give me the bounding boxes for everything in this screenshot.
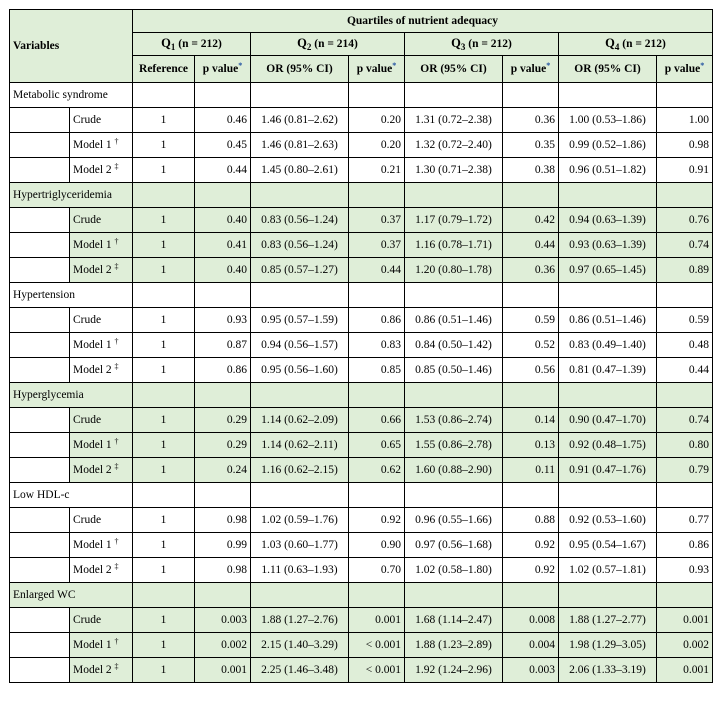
p-value-cell: 0.001	[657, 658, 713, 683]
or-ci-cell: 0.95 (0.57–1.59)	[251, 308, 349, 333]
p-value-cell: 0.92	[503, 558, 559, 583]
or-ci-cell: 1.14 (0.62–2.09)	[251, 408, 349, 433]
outcome-row	[10, 83, 713, 108]
p-value-cell: 0.98	[195, 558, 251, 583]
or-ci-cell: 1.02 (0.58–1.80)	[405, 558, 503, 583]
empty-cell	[133, 483, 195, 508]
or-ci-cell: 0.93 (0.63–1.39)	[559, 233, 657, 258]
empty-cell	[133, 583, 195, 608]
model-label: Crude	[70, 108, 133, 133]
p-value-cell: 0.83	[349, 333, 405, 358]
or-ci-cell: 1.17 (0.79–1.72)	[405, 208, 503, 233]
empty-cell	[657, 183, 713, 208]
or-ci-header: OR (95% CI)	[251, 56, 349, 83]
variables-header: Variables	[10, 10, 133, 83]
or-ci-cell: 0.84 (0.50–1.42)	[405, 333, 503, 358]
quartiles-header: Quartiles of nutrient adequacy	[133, 10, 713, 33]
or-ci-cell: 0.83 (0.56–1.24)	[251, 233, 349, 258]
or-ci-cell: 0.99 (0.52–1.86)	[559, 133, 657, 158]
p-value-cell: 0.42	[503, 208, 559, 233]
or-ci-cell: 1.60 (0.88–2.90)	[405, 458, 503, 483]
reference-cell: 1	[133, 558, 195, 583]
outcome-label: Low HDL-c	[10, 483, 133, 508]
p-value-cell: 0.008	[503, 608, 559, 633]
p-value-cell: 0.99	[195, 533, 251, 558]
p-value-cell: 0.92	[349, 508, 405, 533]
indent-cell	[10, 458, 70, 483]
empty-cell	[657, 283, 713, 308]
outcome-row	[10, 283, 713, 308]
q4-header: $Q_4$ (n = 212)	[559, 33, 713, 56]
p-value-cell: 0.62	[349, 458, 405, 483]
results-table	[9, 9, 713, 683]
p-value-cell: 0.44	[349, 258, 405, 283]
p-value-cell: 0.36	[503, 108, 559, 133]
or-ci-cell: 1.45 (0.80–2.61)	[251, 158, 349, 183]
or-ci-cell: 1.55 (0.86–2.78)	[405, 433, 503, 458]
or-ci-header: OR (95% CI)	[559, 56, 657, 83]
empty-cell	[251, 283, 349, 308]
p-value-cell: 0.87	[195, 333, 251, 358]
empty-cell	[251, 83, 349, 108]
p-value-cell: 0.002	[195, 633, 251, 658]
or-ci-cell: 0.81 (0.47–1.39)	[559, 358, 657, 383]
p-value-cell: 0.74	[657, 233, 713, 258]
outcome-row	[10, 583, 713, 608]
table-row	[10, 658, 713, 683]
or-ci-cell: 1.14 (0.62–2.11)	[251, 433, 349, 458]
reference-cell: 1	[133, 658, 195, 683]
p-value-cell: 0.40	[195, 208, 251, 233]
p-value-cell: 0.41	[195, 233, 251, 258]
q1-header: $Q_1$ (n = 212)	[133, 33, 251, 56]
p-value-cell: 0.29	[195, 433, 251, 458]
or-ci-cell: 1.00 (0.53–1.86)	[559, 108, 657, 133]
or-ci-cell: 1.16 (0.78–1.71)	[405, 233, 503, 258]
or-ci-cell: 1.11 (0.63–1.93)	[251, 558, 349, 583]
q2-header: $Q_2$ (n = 214)	[251, 33, 405, 56]
or-ci-cell: 1.88 (1.27–2.77)	[559, 608, 657, 633]
or-ci-cell: 0.85 (0.57–1.27)	[251, 258, 349, 283]
empty-cell	[657, 583, 713, 608]
table-row	[10, 208, 713, 233]
empty-cell	[349, 183, 405, 208]
or-ci-cell: 0.95 (0.56–1.60)	[251, 358, 349, 383]
reference-cell: 1	[133, 108, 195, 133]
p-value-cell: 0.24	[195, 458, 251, 483]
or-ci-cell: 1.02 (0.59–1.76)	[251, 508, 349, 533]
empty-cell	[251, 583, 349, 608]
p-value-cell: 0.38	[503, 158, 559, 183]
p-value-cell: 0.98	[195, 508, 251, 533]
reference-cell: 1	[133, 308, 195, 333]
p-value-cell: 0.21	[349, 158, 405, 183]
empty-cell	[559, 483, 657, 508]
model-label: Model 1 †	[70, 133, 133, 158]
empty-cell	[657, 83, 713, 108]
or-ci-cell: 1.88 (1.27–2.76)	[251, 608, 349, 633]
reference-cell: 1	[133, 433, 195, 458]
indent-cell	[10, 133, 70, 158]
outcome-row	[10, 483, 713, 508]
model-label: Crude	[70, 208, 133, 233]
p-value-cell: 0.001	[195, 658, 251, 683]
model-label: Crude	[70, 308, 133, 333]
outcome-row	[10, 383, 713, 408]
p-value-cell: 0.93	[195, 308, 251, 333]
or-ci-cell: 1.46 (0.81–2.63)	[251, 133, 349, 158]
model-label: Model 1 †	[70, 233, 133, 258]
p-value-cell: 0.46	[195, 108, 251, 133]
empty-cell	[657, 383, 713, 408]
model-label: Model 2 ‡	[70, 358, 133, 383]
or-ci-cell: 0.97 (0.65–1.45)	[559, 258, 657, 283]
p-value-cell: 0.40	[195, 258, 251, 283]
or-ci-header: OR (95% CI)	[405, 56, 503, 83]
p-value-cell: 0.91	[657, 158, 713, 183]
table-row	[10, 158, 713, 183]
outcome-label: Metabolic syndrome	[10, 83, 133, 108]
model-label: Model 2 ‡	[70, 558, 133, 583]
model-label: Model 1 †	[70, 633, 133, 658]
empty-cell	[559, 183, 657, 208]
or-ci-cell: 1.31 (0.72–2.38)	[405, 108, 503, 133]
empty-cell	[559, 583, 657, 608]
indent-cell	[10, 533, 70, 558]
empty-cell	[503, 183, 559, 208]
model-label: Crude	[70, 408, 133, 433]
reference-cell: 1	[133, 533, 195, 558]
model-label: Crude	[70, 508, 133, 533]
or-ci-cell: 1.32 (0.72–2.40)	[405, 133, 503, 158]
p-value-cell: 0.59	[657, 308, 713, 333]
reference-cell: 1	[133, 158, 195, 183]
p-value-cell: 0.88	[503, 508, 559, 533]
p-value-cell: 0.76	[657, 208, 713, 233]
indent-cell	[10, 558, 70, 583]
reference-cell: 1	[133, 133, 195, 158]
table-row	[10, 558, 713, 583]
p-value-cell: 0.86	[657, 533, 713, 558]
empty-cell	[559, 83, 657, 108]
p-value-cell: 0.79	[657, 458, 713, 483]
reference-cell: 1	[133, 358, 195, 383]
or-ci-cell: 0.92 (0.48–1.75)	[559, 433, 657, 458]
reference-cell: 1	[133, 258, 195, 283]
or-ci-cell: 0.86 (0.51–1.46)	[405, 308, 503, 333]
table-row	[10, 233, 713, 258]
indent-cell	[10, 608, 70, 633]
or-ci-cell: 1.53 (0.86–2.74)	[405, 408, 503, 433]
p-value-cell: 0.90	[349, 533, 405, 558]
or-ci-cell: 1.88 (1.23–2.89)	[405, 633, 503, 658]
indent-cell	[10, 158, 70, 183]
p-value-cell: 0.003	[195, 608, 251, 633]
table-row	[10, 533, 713, 558]
empty-cell	[195, 283, 251, 308]
or-ci-cell: 0.97 (0.56–1.68)	[405, 533, 503, 558]
p-value-cell: 0.93	[657, 558, 713, 583]
p-value-cell: 0.37	[349, 208, 405, 233]
or-ci-cell: 0.86 (0.51–1.46)	[559, 308, 657, 333]
table-row	[10, 508, 713, 533]
or-ci-cell: 0.83 (0.49–1.40)	[559, 333, 657, 358]
p-value-cell: 0.20	[349, 108, 405, 133]
or-ci-cell: 0.83 (0.56–1.24)	[251, 208, 349, 233]
p-value-cell: 0.52	[503, 333, 559, 358]
empty-cell	[503, 383, 559, 408]
p-value-cell: 0.44	[195, 158, 251, 183]
empty-cell	[251, 383, 349, 408]
empty-cell	[133, 283, 195, 308]
p-value-cell: 0.86	[349, 308, 405, 333]
p-value-cell: 0.37	[349, 233, 405, 258]
empty-cell	[349, 583, 405, 608]
reference-cell: 1	[133, 408, 195, 433]
or-ci-cell: 2.06 (1.33–3.19)	[559, 658, 657, 683]
empty-cell	[503, 483, 559, 508]
p-value-cell: < 0.001	[349, 658, 405, 683]
or-ci-cell: 1.03 (0.60–1.77)	[251, 533, 349, 558]
indent-cell	[10, 658, 70, 683]
or-ci-cell: 0.90 (0.47–1.70)	[559, 408, 657, 433]
outcome-label: Enlarged WC	[10, 583, 133, 608]
p-value-cell: 0.86	[195, 358, 251, 383]
p-value-cell: 0.14	[503, 408, 559, 433]
p-value-cell: 0.85	[349, 358, 405, 383]
empty-cell	[195, 383, 251, 408]
p-value-header: p value*	[349, 56, 405, 83]
indent-cell	[10, 108, 70, 133]
model-label: Model 1 †	[70, 433, 133, 458]
p-value-cell: 0.13	[503, 433, 559, 458]
table-body	[10, 83, 713, 683]
or-ci-cell: 1.16 (0.62–2.15)	[251, 458, 349, 483]
indent-cell	[10, 308, 70, 333]
indent-cell	[10, 433, 70, 458]
p-value-cell: 0.65	[349, 433, 405, 458]
empty-cell	[195, 83, 251, 108]
table-row	[10, 408, 713, 433]
empty-cell	[349, 283, 405, 308]
p-value-cell: 0.45	[195, 133, 251, 158]
or-ci-cell: 0.94 (0.56–1.57)	[251, 333, 349, 358]
p-value-cell: 0.29	[195, 408, 251, 433]
empty-cell	[349, 383, 405, 408]
table-row	[10, 308, 713, 333]
empty-cell	[405, 483, 503, 508]
table-row	[10, 633, 713, 658]
p-value-cell: 0.20	[349, 133, 405, 158]
indent-cell	[10, 508, 70, 533]
p-value-cell: 0.002	[657, 633, 713, 658]
table-row	[10, 358, 713, 383]
or-ci-cell: 1.98 (1.29–3.05)	[559, 633, 657, 658]
empty-cell	[349, 83, 405, 108]
reference-cell: 1	[133, 458, 195, 483]
table-row	[10, 608, 713, 633]
reference-cell: 1	[133, 208, 195, 233]
p-value-cell: 1.00	[657, 108, 713, 133]
p-value-cell: 0.003	[503, 658, 559, 683]
table-row	[10, 433, 713, 458]
empty-cell	[133, 383, 195, 408]
empty-cell	[251, 483, 349, 508]
empty-cell	[657, 483, 713, 508]
table-row	[10, 258, 713, 283]
p-value-cell: 0.77	[657, 508, 713, 533]
empty-cell	[405, 383, 503, 408]
empty-cell	[195, 483, 251, 508]
or-ci-cell: 0.92 (0.53–1.60)	[559, 508, 657, 533]
empty-cell	[405, 583, 503, 608]
table-row	[10, 333, 713, 358]
indent-cell	[10, 633, 70, 658]
p-value-cell: 0.80	[657, 433, 713, 458]
p-value-header: p value*	[195, 56, 251, 83]
empty-cell	[503, 583, 559, 608]
p-value-cell: 0.44	[503, 233, 559, 258]
outcome-row	[10, 183, 713, 208]
p-value-cell: 0.66	[349, 408, 405, 433]
or-ci-cell: 0.91 (0.47–1.76)	[559, 458, 657, 483]
or-ci-cell: 1.92 (1.24–2.96)	[405, 658, 503, 683]
empty-cell	[503, 83, 559, 108]
empty-cell	[133, 83, 195, 108]
p-value-cell: 0.98	[657, 133, 713, 158]
empty-cell	[559, 383, 657, 408]
or-ci-cell: 0.96 (0.55–1.66)	[405, 508, 503, 533]
model-label: Model 2 ‡	[70, 258, 133, 283]
or-ci-cell: 0.95 (0.54–1.67)	[559, 533, 657, 558]
empty-cell	[251, 183, 349, 208]
model-label: Model 1 †	[70, 333, 133, 358]
p-value-header: p value*	[657, 56, 713, 83]
indent-cell	[10, 408, 70, 433]
outcome-label: Hypertriglyceridemia	[10, 183, 133, 208]
p-value-cell: 0.11	[503, 458, 559, 483]
empty-cell	[405, 183, 503, 208]
empty-cell	[405, 283, 503, 308]
empty-cell	[503, 283, 559, 308]
p-value-header: p value*	[503, 56, 559, 83]
or-ci-cell: 1.30 (0.71–2.38)	[405, 158, 503, 183]
or-ci-cell: 2.15 (1.40–3.29)	[251, 633, 349, 658]
reference-cell: 1	[133, 633, 195, 658]
outcome-label: Hyperglycemia	[10, 383, 133, 408]
or-ci-cell: 0.96 (0.51–1.82)	[559, 158, 657, 183]
p-value-cell: 0.001	[349, 608, 405, 633]
or-ci-cell: 1.46 (0.81–2.62)	[251, 108, 349, 133]
empty-cell	[559, 283, 657, 308]
outcome-label: Hypertension	[10, 283, 133, 308]
empty-cell	[195, 183, 251, 208]
p-value-cell: 0.44	[657, 358, 713, 383]
or-ci-cell: 0.85 (0.50–1.46)	[405, 358, 503, 383]
indent-cell	[10, 358, 70, 383]
p-value-cell: 0.35	[503, 133, 559, 158]
p-value-cell: 0.001	[657, 608, 713, 633]
p-value-cell: 0.89	[657, 258, 713, 283]
empty-cell	[133, 183, 195, 208]
indent-cell	[10, 208, 70, 233]
table-row	[10, 458, 713, 483]
p-value-cell: < 0.001	[349, 633, 405, 658]
model-label: Crude	[70, 608, 133, 633]
empty-cell	[195, 583, 251, 608]
reference-cell: 1	[133, 233, 195, 258]
p-value-cell: 0.36	[503, 258, 559, 283]
table-row	[10, 108, 713, 133]
reference-header: Reference	[133, 56, 195, 83]
header-row-1	[10, 10, 713, 33]
reference-cell: 1	[133, 608, 195, 633]
q3-header: $Q_3$ (n = 212)	[405, 33, 559, 56]
p-value-cell: 0.59	[503, 308, 559, 333]
p-value-cell: 0.48	[657, 333, 713, 358]
indent-cell	[10, 233, 70, 258]
empty-cell	[349, 483, 405, 508]
or-ci-cell: 0.94 (0.63–1.39)	[559, 208, 657, 233]
model-label: Model 2 ‡	[70, 458, 133, 483]
empty-cell	[405, 83, 503, 108]
p-value-cell: 0.56	[503, 358, 559, 383]
p-value-cell: 0.74	[657, 408, 713, 433]
reference-cell: 1	[133, 508, 195, 533]
p-value-cell: 0.70	[349, 558, 405, 583]
indent-cell	[10, 333, 70, 358]
reference-cell: 1	[133, 333, 195, 358]
table-row	[10, 133, 713, 158]
model-label: Model 2 ‡	[70, 658, 133, 683]
model-label: Model 2 ‡	[70, 158, 133, 183]
or-ci-cell: 1.68 (1.14–2.47)	[405, 608, 503, 633]
or-ci-cell: 2.25 (1.46–3.48)	[251, 658, 349, 683]
or-ci-cell: 1.02 (0.57–1.81)	[559, 558, 657, 583]
model-label: Model 1 †	[70, 533, 133, 558]
indent-cell	[10, 258, 70, 283]
or-ci-cell: 1.20 (0.80–1.78)	[405, 258, 503, 283]
p-value-cell: 0.004	[503, 633, 559, 658]
p-value-cell: 0.92	[503, 533, 559, 558]
